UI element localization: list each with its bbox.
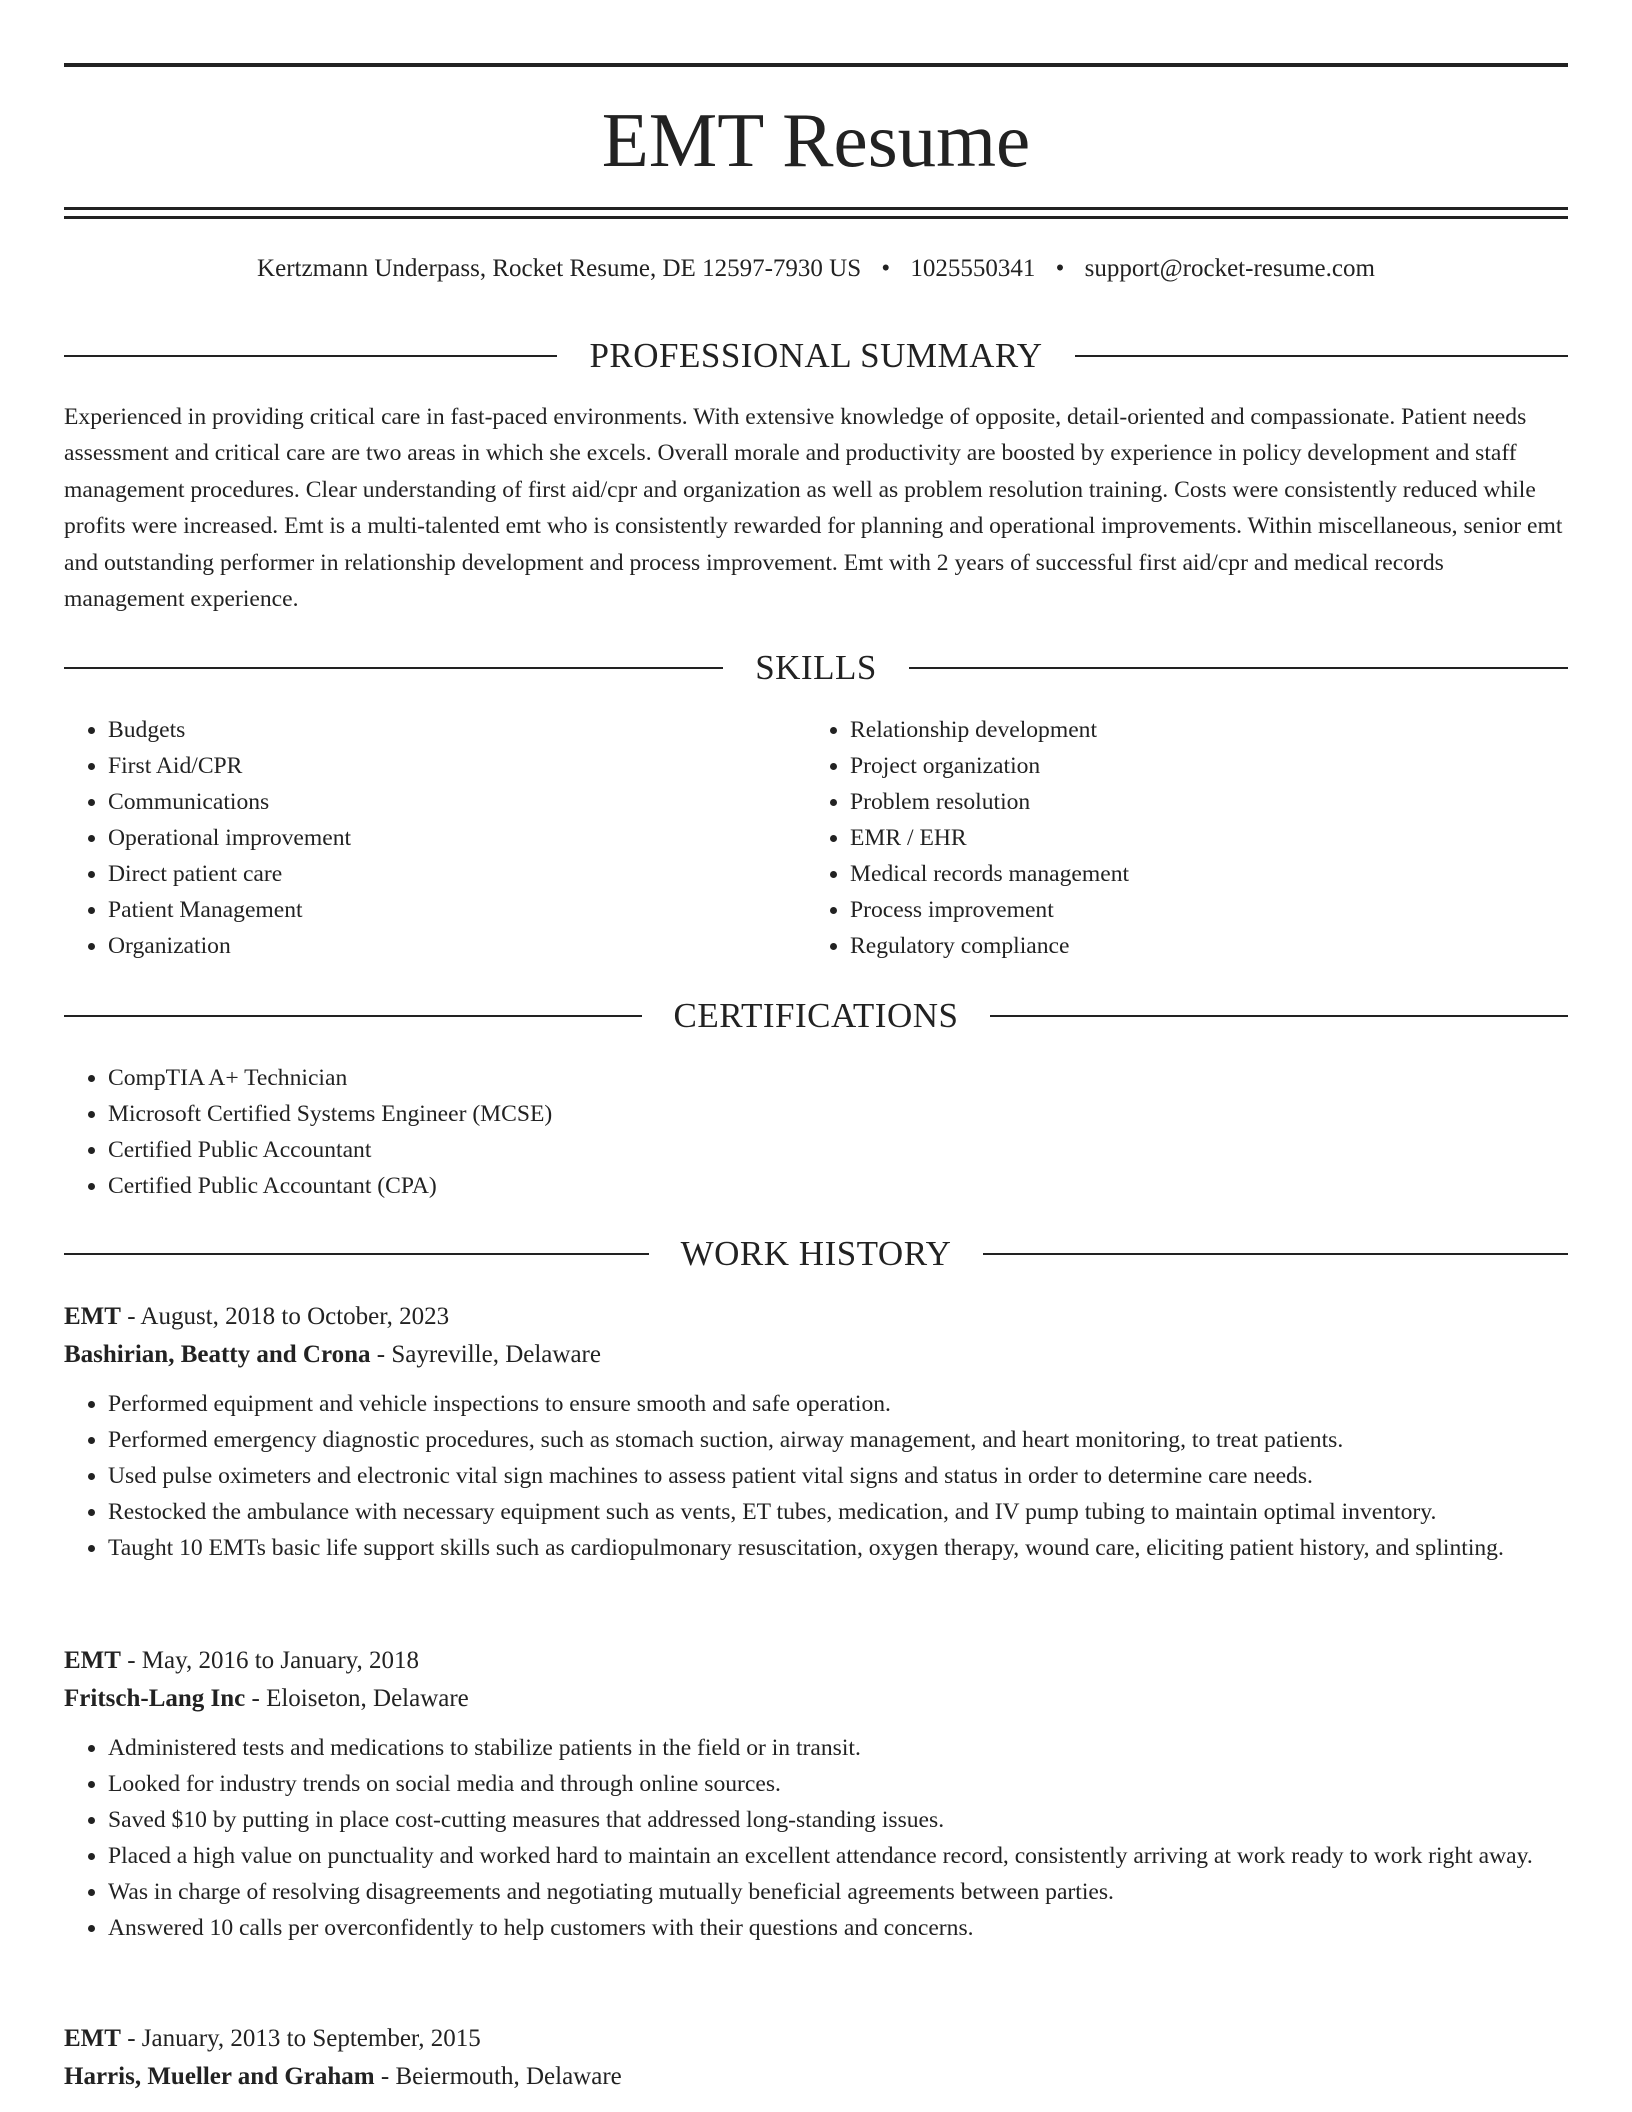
job-company: Harris, Mueller and Graham xyxy=(64,2063,375,2090)
skill-item: • Medical records management xyxy=(850,856,1548,892)
work-history-heading-label: WORK HISTORY xyxy=(680,1234,952,1273)
skill-item: • Project organization xyxy=(850,748,1548,784)
skills-heading-label: SKILLS xyxy=(755,648,877,687)
skill-item: • Process improvement xyxy=(850,892,1548,928)
job-company: Bashirian, Beatty and Crona xyxy=(64,1341,371,1368)
summary-heading xyxy=(64,334,1568,378)
certifications-heading-label: CERTIFICATIONS xyxy=(673,996,959,1035)
job-bullet: • Saved $10 by putting in place cost-cutting measures that addressed long-standing issues. xyxy=(108,1802,1568,1838)
heading-rule-right xyxy=(909,667,1568,669)
job-location: - Eloiseton, Delaware xyxy=(245,1685,469,1712)
heading-rule-right xyxy=(983,1253,1568,1255)
contact-separator: • xyxy=(1055,255,1065,282)
heading-rule-left xyxy=(64,667,723,669)
work-history-heading xyxy=(64,1232,1568,1276)
skill-item: • Relationship development xyxy=(850,712,1548,748)
header-top-rule xyxy=(64,63,1568,67)
skill-item: • Operational improvement xyxy=(108,820,806,856)
certifications-heading xyxy=(64,994,1568,1038)
skill-item: • Direct patient care xyxy=(108,856,806,892)
job-bullet: • Taught 10 EMTs basic life support skills such as cardiopulmonary resuscitation, oxygen therapy, wound care, eliciting patient history, and splinting. xyxy=(108,1530,1568,1566)
skill-item: • EMR / EHR xyxy=(850,820,1548,856)
skills-column-right xyxy=(806,712,1548,964)
heading-rule-left xyxy=(64,1015,642,1017)
skill-item: • Regulatory compliance xyxy=(850,928,1548,964)
skills-list-right xyxy=(806,712,1548,964)
job-bullet: • Used pulse oximeters and electronic vital sign machines to assess patient vital signs and status in order to determine care needs. xyxy=(108,1458,1568,1494)
summary-heading-label: PROFESSIONAL SUMMARY xyxy=(589,336,1043,375)
resume-title: EMT Resume xyxy=(601,97,1031,183)
job-bullet: • Performed equipment and vehicle inspections to ensure smooth and safe operation. xyxy=(108,1386,1568,1422)
heading-rule-right xyxy=(1075,355,1568,357)
heading-rule-left xyxy=(64,1253,649,1255)
job-entry xyxy=(64,2020,1568,2096)
job-title-line xyxy=(64,2020,1568,2058)
skill-item: • Communications xyxy=(108,784,806,820)
job-bullet: • Administered tests and medications to stabilize patients in the field or in transit. xyxy=(108,1730,1568,1766)
heading-rule-left xyxy=(64,355,557,357)
job-bullets xyxy=(64,1730,1568,1946)
job-bullet: • Looked for industry trends on social media and through online sources. xyxy=(108,1766,1568,1802)
contact-line xyxy=(64,252,1568,286)
job-dates: - May, 2016 to January, 2018 xyxy=(120,1647,420,1674)
job-bullet: • Was in charge of resolving disagreements and negotiating mutually beneficial agreements between parties. xyxy=(108,1874,1568,1910)
skills-columns xyxy=(64,712,1568,964)
skill-item: • Patient Management xyxy=(108,892,806,928)
certification-item: • Certified Public Accountant xyxy=(108,1132,1568,1168)
job-dates: - January, 2013 to September, 2015 xyxy=(120,2025,481,2052)
job-bullet: • Restocked the ambulance with necessary equipment such as vents, ET tubes, medication, and IV pump tubing to maintain optimal inventory. xyxy=(108,1494,1568,1530)
skill-item: • First Aid/CPR xyxy=(108,748,806,784)
job-bullet: • Performed emergency diagnostic procedures, such as stomach suction, airway management, and heart monitoring, to treat patients. xyxy=(108,1422,1568,1458)
skill-item: • Organization xyxy=(108,928,806,964)
job-entry xyxy=(64,1642,1568,1946)
skills-list-left xyxy=(64,712,806,964)
skill-item: • Problem resolution xyxy=(850,784,1548,820)
job-location: - Beiermouth, Delaware xyxy=(374,2063,622,2090)
job-entry xyxy=(64,1298,1568,1566)
job-location: - Sayreville, Delaware xyxy=(370,1341,601,1368)
certification-item: • CompTIA A+ Technician xyxy=(108,1060,1568,1096)
contact-address: Kertzmann Underpass, Rocket Resume, DE 12597-7930 US xyxy=(257,255,862,282)
heading-rule-right xyxy=(990,1015,1568,1017)
certifications-list xyxy=(64,1060,1568,1204)
job-bullet: • Placed a high value on punctuality and worked hard to maintain an excellent attendance record, consistently arriving at work ready to work right away. xyxy=(108,1838,1568,1874)
certification-item: • Certified Public Accountant (CPA) xyxy=(108,1168,1568,1204)
header-double-rule xyxy=(64,207,1568,219)
skills-column-left xyxy=(64,712,806,964)
contact-phone: 1025550341 xyxy=(910,255,1036,282)
job-company-line xyxy=(64,1680,1568,1718)
job-company: Fritsch-Lang Inc xyxy=(64,1685,246,1712)
contact-email: support@rocket-resume.com xyxy=(1084,255,1375,282)
job-title-line xyxy=(64,1298,1568,1336)
job-title: EMT xyxy=(64,1647,121,1674)
job-dates: - August, 2018 to October, 2023 xyxy=(120,1303,450,1330)
contact-separator: • xyxy=(881,255,891,282)
job-bullet: • Answered 10 calls per overconfidently to help customers with their questions and concerns. xyxy=(108,1910,1568,1946)
job-company-line xyxy=(64,2058,1568,2096)
skill-item: • Budgets xyxy=(108,712,806,748)
job-title-line xyxy=(64,1642,1568,1680)
job-company-line xyxy=(64,1336,1568,1374)
job-title: EMT xyxy=(64,1303,121,1330)
certifications-block xyxy=(64,1060,1568,1204)
job-bullets xyxy=(64,1386,1568,1566)
job-title: EMT xyxy=(64,2025,121,2052)
summary-text: Experienced in providing critical care in fast-paced environments. With extensive knowledge of opposite, detail-oriented and compassionate. Patient needs assessment and critical care are two areas in which she excels. Overall morale and productivity are boosted by experience in policy development and staff management procedures. Clear understanding of first aid/cpr and organization as well as problem resolution training. Costs were consistently reduced while profits were increased. Emt is a multi-talented emt who is consistently rewarded for planning and operational improvements. Within miscellaneous, senior emt and outstanding performer in relationship development and process improvement. Emt with 2 years of successful first aid/cpr and medical records management experience. xyxy=(64,404,1563,613)
certification-item: • Microsoft Certified Systems Engineer (MCSE) xyxy=(108,1096,1568,1132)
skills-heading xyxy=(64,646,1568,690)
